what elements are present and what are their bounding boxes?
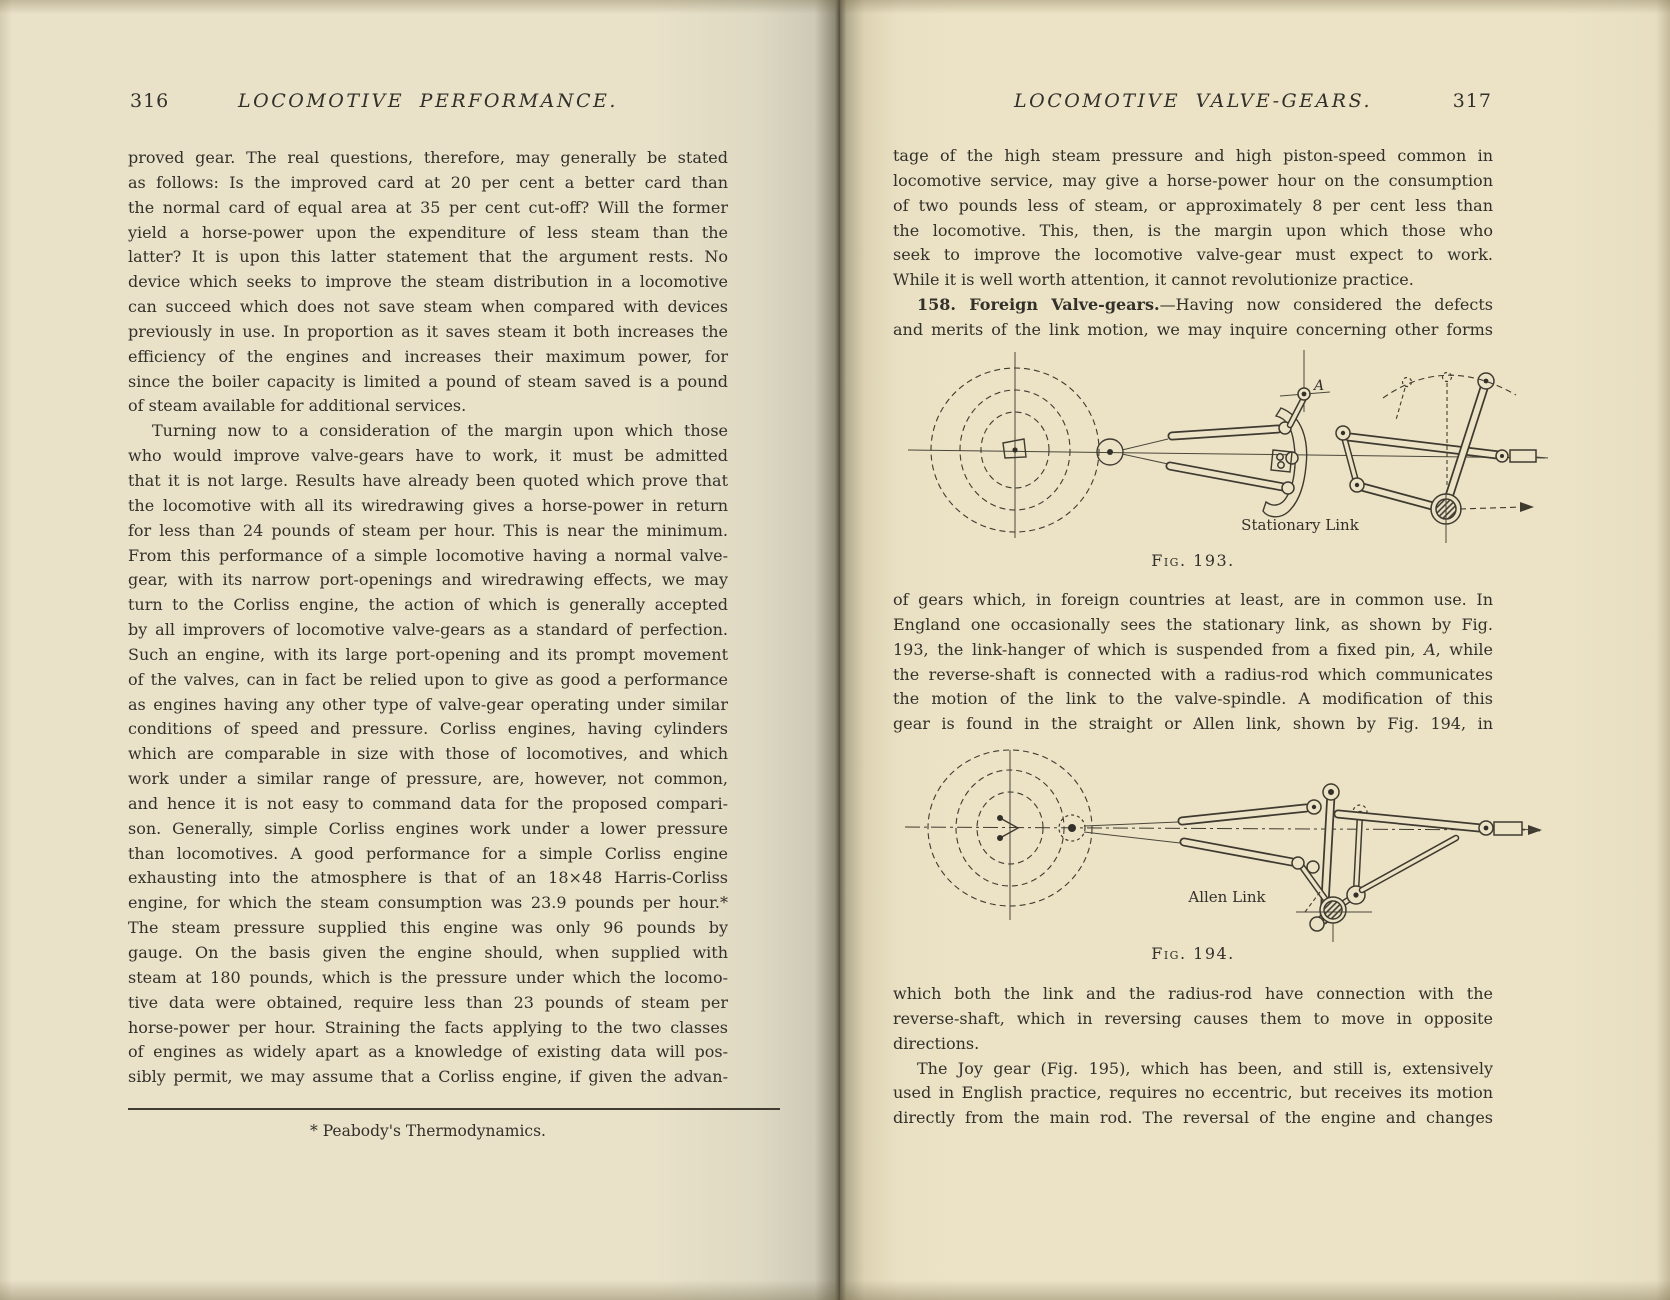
text-line: the reverse-shaft is connected with a radius-rod which communicates bbox=[893, 664, 1493, 684]
text-line: From this performance of a simple locomotive having a normal valve- bbox=[128, 545, 728, 565]
text-line: for less than 24 pounds of steam per hour. This is near the minimum. bbox=[128, 520, 728, 540]
left-running-head: LOCOMOTIVE PERFORMANCE. bbox=[238, 90, 618, 112]
text-line: sibly permit, we may assume that a Corliss engine, if given the advan- bbox=[128, 1067, 728, 1087]
text-line: son. Generally, simple Corliss engines work under a lower pressure bbox=[128, 818, 728, 838]
footnote-rule bbox=[128, 1108, 780, 1110]
text-line: turn to the Corliss engine, the action of which is generally accepted bbox=[128, 595, 728, 615]
fig-193-diagram bbox=[900, 340, 1550, 545]
text-line: of steam available for additional services. bbox=[128, 396, 467, 416]
text-line: exhausting into the atmosphere is that of an 18×48 Harris-Corliss bbox=[128, 868, 728, 888]
text-line: work under a similar range of pressure, are, however, not common, bbox=[128, 769, 728, 789]
text-line: seek to improve the locomotive valve-gear must expect to work. bbox=[893, 245, 1493, 265]
text-line: conditions of speed and pressure. Corliss engines, having cylinders bbox=[128, 719, 728, 739]
left-text-column bbox=[128, 146, 728, 1090]
text-line: since the boiler capacity is limited a pound of steam saved is a pound bbox=[128, 371, 728, 391]
right-running-head: LOCOMOTIVE VALVE-GEARS. bbox=[1014, 90, 1372, 112]
text-line: used in English practice, requires no eccentric, but receives its motion bbox=[893, 1083, 1493, 1103]
text-line: gear, with its narrow port-openings and wiredrawing effects, we may bbox=[128, 570, 728, 590]
text-line: the locomotive with all its wiredrawing gives a horse-power in return bbox=[128, 495, 728, 515]
text-line: who would improve valve-gears have to work, it must be admitted bbox=[128, 446, 728, 466]
text-line: engine, for which the steam consumption was 23.9 pounds per hour.* bbox=[128, 893, 728, 913]
text-line: the normal card of equal area at 35 per cent cut-off? Will the former bbox=[128, 197, 728, 217]
text-line: gauge. On the basis given the engine should, when supplied with bbox=[128, 943, 728, 962]
text-line: can succeed which does not save steam when compared with devices bbox=[128, 297, 728, 317]
text-line: proved gear. The real questions, therefore, may generally be stated bbox=[128, 148, 728, 167]
text-line: and hence it is not easy to command data for the proposed compari- bbox=[128, 793, 728, 813]
fig-193-link-label: Stationary Link bbox=[1241, 516, 1359, 534]
right-text-column-1 bbox=[893, 144, 1493, 343]
fig-194-link-label: Allen Link bbox=[1188, 888, 1266, 906]
text-line: gear is found in the straight or Allen link, shown by Fig. 194, in bbox=[893, 714, 1493, 734]
text-line: Such an engine, with its large port-opening and its prompt movement bbox=[128, 644, 728, 664]
text-line: the motion of the link to the valve-spindle. A modification of this bbox=[893, 689, 1493, 709]
text-line: of two pounds less of steam, or approximately 8 per cent less than bbox=[893, 195, 1493, 215]
text-line: directions. bbox=[893, 1033, 980, 1053]
text-line: as follows: Is the improved card at 20 per cent a better card than bbox=[128, 172, 728, 192]
right-text-column-3 bbox=[893, 982, 1493, 1131]
text-line: device which seeks to improve the steam distribution in a locomotive bbox=[128, 272, 728, 292]
text-line: steam at 180 pounds, which is the pressure under which the locomo- bbox=[128, 967, 728, 987]
text-line: directly from the main rod. The reversal of the engine and changes bbox=[893, 1108, 1493, 1128]
text-line: which both the link and the radius-rod have connection with the bbox=[893, 984, 1493, 1003]
text-line: that it is not large. Results have already been quoted which prove that bbox=[128, 470, 728, 490]
text-line: horse-power per hour. Straining the facts applying to the two classes bbox=[128, 1017, 728, 1037]
text-line: locomotive service, may give a horse-power hour on the consumption bbox=[893, 170, 1493, 190]
text-line: The steam pressure supplied this engine was only 96 pounds by bbox=[128, 918, 728, 938]
text-line: previously in use. In proportion as it saves steam it both increases the bbox=[128, 321, 728, 341]
text-line: yield a horse-power upon the expenditure of less steam than the bbox=[128, 222, 728, 242]
text-line: than locomotives. A good performance for a simple Corliss engine bbox=[128, 843, 728, 863]
fig-194-diagram bbox=[900, 742, 1550, 947]
fig-193-pin-a-label: A bbox=[1314, 378, 1325, 394]
text-line: the locomotive. This, then, is the margin upon which those who bbox=[893, 220, 1493, 240]
text-line: 193, the link-hanger of which is suspended from a fixed pin, A, while bbox=[893, 639, 1493, 659]
text-line: by all improvers of locomotive valve-gears as a standard of perfection. bbox=[128, 620, 728, 640]
footnote: * Peabody's Thermodynamics. bbox=[310, 1122, 546, 1140]
text-line: as engines having any other type of valve-gear operating under similar bbox=[128, 694, 728, 714]
text-line: 158. Foreign Valve-gears.—Having now considered the defects bbox=[917, 295, 1493, 315]
text-line: Turning now to a consideration of the margin upon which those bbox=[152, 421, 728, 441]
text-line: England one occasionally sees the stationary link, as shown by Fig. bbox=[893, 614, 1493, 634]
text-line: tage of the high steam pressure and high piston-speed common in bbox=[893, 146, 1493, 165]
text-line: of the valves, can in fact be relied upon to give as good a performance bbox=[128, 669, 728, 689]
text-line: While it is well worth attention, it cannot revolutionize practice. bbox=[893, 270, 1414, 290]
text-line: The Joy gear (Fig. 195), which has been, and still is, extensively bbox=[917, 1058, 1493, 1078]
text-line: which are comparable in size with those of locomotives, and which bbox=[128, 744, 728, 764]
text-line: reverse-shaft, which in reversing causes them to move in opposite bbox=[893, 1008, 1493, 1028]
text-line: latter? It is upon this latter statement that the argument rests. No bbox=[128, 247, 728, 267]
text-line: efficiency of the engines and increases their maximum power, for bbox=[128, 346, 728, 366]
left-page-number: 316 bbox=[130, 90, 170, 112]
text-line: of engines as widely apart as a knowledge of existing data will pos- bbox=[128, 1042, 728, 1062]
text-line: of gears which, in foreign countries at least, are in common use. In bbox=[893, 590, 1493, 609]
fig-193-caption: Fig. 193. bbox=[1151, 551, 1235, 570]
right-page-number: 317 bbox=[1452, 90, 1492, 112]
right-text-column-2 bbox=[893, 588, 1493, 737]
fig-194-caption: Fig. 194. bbox=[1151, 944, 1235, 963]
text-line: and merits of the link motion, we may inquire concerning other forms bbox=[893, 319, 1493, 339]
text-line: tive data were obtained, require less than 23 pounds of steam per bbox=[128, 992, 728, 1012]
